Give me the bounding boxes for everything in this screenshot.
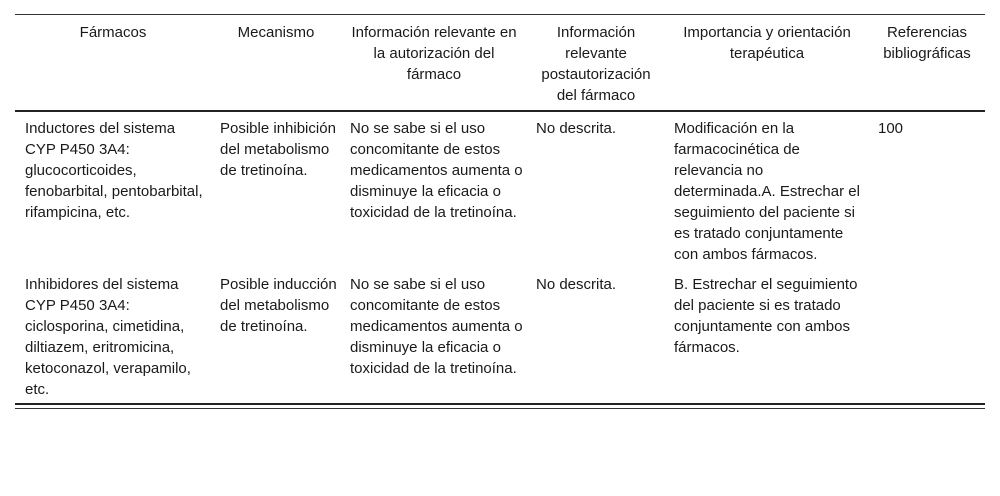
cell-farmacos: Inductores del sistema CYP P450 3A4: glucocorticoides, fenobarbital, pentobarbital, rifampicina, etc. xyxy=(25,120,203,221)
cell-mecanismo: Posible inhibición del metabolismo de tretinoína. xyxy=(220,120,336,179)
cell-postautorizacion: No descrita. xyxy=(536,120,617,137)
header-row xyxy=(15,15,985,111)
cell-importancia: B. Estrechar el seguimiento del paciente si es tratado conjuntamente con ambos fármacos. xyxy=(665,268,869,404)
cell-mecanismo: Posible inducción del metabolismo de tretinoína. xyxy=(211,268,341,404)
header-info-autorizacion: Información relevante en la autorización del fármaco xyxy=(341,15,527,111)
table-row xyxy=(15,268,985,404)
cell-autorizacion: No se sabe si el uso concomitante de estos medicamentos aumenta o disminuye la eficacia o toxicidad de la tretinoína. xyxy=(350,120,523,221)
header-farmacos: Fármacos xyxy=(15,15,211,111)
header-info-postautorizacion: Información relevante postautorización del fármaco xyxy=(527,15,665,111)
cell-importancia: Modificación en la farmacocinética de relevancia no determinada.A. Estrechar el seguimiento del paciente si es tratado conjuntamente con ambos fármacos. xyxy=(674,120,860,263)
drug-interaction-table-container xyxy=(15,14,985,409)
cell-farmacos: Inhibidores del sistema CYP P450 3A4: ciclosporina, cimetidina, diltiazem, eritromicina, ketoconazol, verapamilo, etc. xyxy=(15,268,211,404)
cell-postautorizacion: No descrita. xyxy=(527,268,665,404)
header-mecanismo: Mecanismo xyxy=(211,15,341,111)
cell-referencias: 100 xyxy=(878,120,904,137)
table-row xyxy=(15,111,985,268)
cell-autorizacion: No se sabe si el uso concomitante de estos medicamentos aumenta o disminuye la eficacia o toxicidad de la tretinoína. xyxy=(341,268,527,404)
table-header xyxy=(15,15,985,111)
drug-interaction-table xyxy=(15,15,985,405)
cell-referencias xyxy=(869,268,985,404)
header-referencias: Referencias bibliográficas xyxy=(869,15,985,111)
table-body xyxy=(15,111,985,404)
header-importancia: Importancia y orientación terapéutica xyxy=(665,15,869,111)
table-bottom-rule xyxy=(15,408,985,409)
